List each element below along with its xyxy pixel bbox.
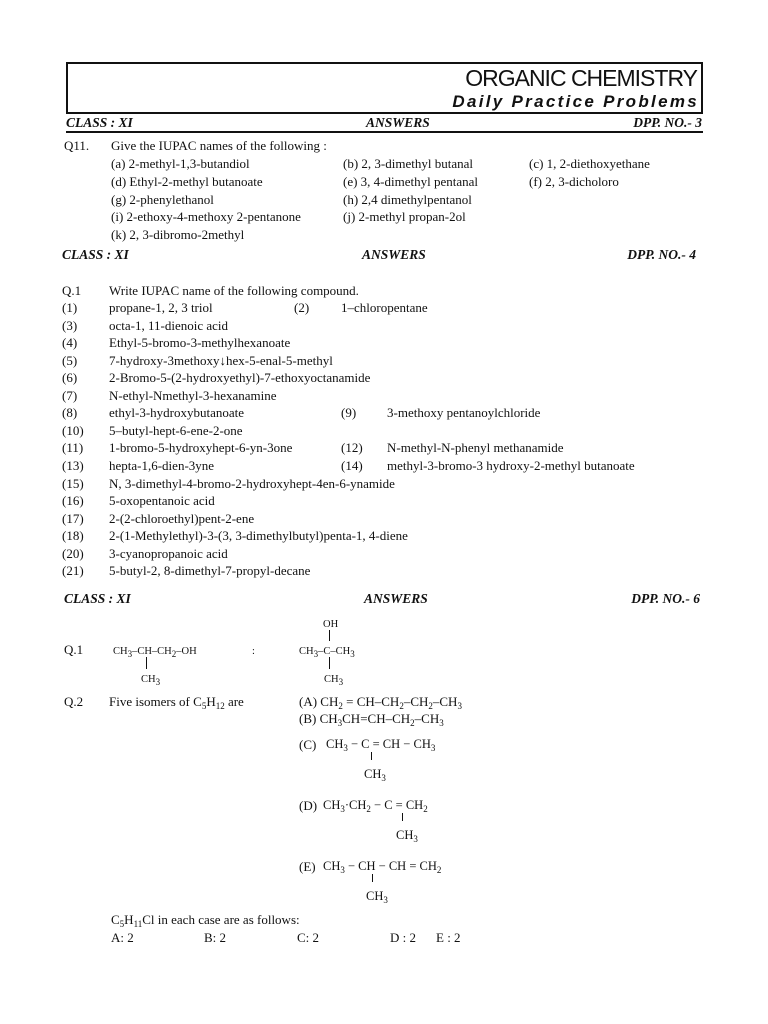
count-a: A: 2: [111, 930, 134, 945]
question-number: Q.2: [64, 694, 84, 709]
answer-item: 1-bromo-5-hydroxyhept-6-yn-3one: [109, 440, 293, 455]
answers-label: ANSWERS: [362, 247, 426, 262]
answer-item: 1–chloropentane: [341, 300, 428, 315]
isomer-c-sub: $CH_3$: [364, 767, 386, 783]
page-subtitle: Daily Practice Problems: [452, 92, 699, 111]
page-title: ORGANIC CHEMISTRY: [465, 65, 697, 91]
answer-item: (f) 2, 3-dicholoro: [529, 174, 619, 189]
answer-item: ethyl-3-hydroxybutanoate: [109, 405, 245, 420]
section-header-dpp4: [62, 246, 702, 264]
item-number: (6): [62, 370, 78, 385]
item-number: (3): [62, 318, 78, 333]
isomer-c-formula: $CH_3 - C$ = CH − $CH_3$: [326, 737, 436, 753]
isomer-e: (E): [299, 859, 316, 874]
dpp-label: DPP. NO.- 3: [633, 115, 702, 130]
answer-item: N-methyl-N-phenyl methanamide: [387, 440, 564, 455]
colon: :: [252, 646, 255, 657]
isomer-c: (C): [299, 737, 317, 752]
item-number: (17): [62, 511, 84, 526]
question-number: Q.1: [64, 642, 84, 657]
isomer-b: (B) $CH_3CH=CH-CH_2-CH_3$: [299, 711, 444, 728]
item-number: (4): [62, 335, 78, 350]
section-rule: [66, 131, 703, 133]
item-number: (9): [341, 405, 357, 420]
formula-right-main: $CH_3-C-CH_3$: [299, 646, 355, 659]
header-box: [66, 62, 703, 114]
answer-item: N, 3-dimethyl-4-bromo-2-hydroxyhept-4en-6-ynamide: [109, 476, 395, 491]
answer-item: 2-(1-Methylethyl)-3-(3, 3-dimethylbutyl)penta-1, 4-diene: [109, 528, 408, 543]
bond-line: [329, 630, 330, 641]
class-label: CLASS : XI: [62, 247, 129, 262]
bond-line: [329, 657, 330, 669]
isomer-e-formula: $CH_3$ − CH − CH = $CH_2$: [323, 859, 442, 875]
isomer-d-formula: $CH_3\cdot CH_2 - C = CH_2$: [323, 798, 428, 814]
answer-item: (a) 2-methyl-1,3-butandiol: [111, 156, 250, 171]
item-number: (13): [62, 458, 84, 473]
item-number: (11): [62, 440, 84, 455]
answer-item: 5–butyl-hept-6-ene-2-one: [109, 423, 243, 438]
answer-item: 7-hydroxy-3methoxy↓hex-5-enal-5-methyl: [109, 353, 333, 368]
item-number: (2): [294, 300, 310, 315]
class-label: CLASS : XI: [66, 115, 133, 130]
item-number: (18): [62, 528, 84, 543]
item-number: (5): [62, 353, 78, 368]
answer-item: 5-butyl-2, 8-dimethyl-7-propyl-decane: [109, 563, 311, 578]
bond-line: [146, 657, 147, 669]
item-number: (15): [62, 476, 84, 491]
answer-item: 2-Bromo-5-(2-hydroxyethyl)-7-ethoxyoctanamide: [109, 370, 371, 385]
answer-item: (h) 2,4 dimethylpentanol: [343, 192, 472, 207]
item-number: (14): [341, 458, 363, 473]
question-text: Give the IUPAC names of the following :: [111, 138, 327, 153]
count-e: E : 2: [436, 930, 461, 945]
question-text: Write IUPAC name of the following compound.: [109, 283, 359, 298]
section-header-dpp3: [62, 114, 702, 132]
item-number: (1): [62, 300, 78, 315]
answer-item: 5-oxopentanoic acid: [109, 493, 215, 508]
answer-item: propane-1, 2, 3 triol: [109, 300, 213, 315]
answer-item: (g) 2-phenylethanol: [111, 192, 214, 207]
isomer-d: (D): [299, 798, 318, 813]
dpp-label: DPP. NO.- 4: [627, 247, 696, 262]
answer-item: (k) 2, 3-dibromo-2methyl: [111, 227, 245, 242]
dpp-label: DPP. NO.- 6: [631, 591, 700, 606]
bond-line: [402, 813, 403, 821]
bond-line: [371, 752, 372, 760]
answer-item: N-ethyl-Nmethyl-3-hexanamine: [109, 388, 277, 403]
isomer-e-sub: $CH_3$: [366, 889, 388, 905]
answer-item: (e) 3, 4-dimethyl pentanal: [343, 174, 479, 189]
isomer-d-sub: $CH_3$: [396, 828, 418, 844]
item-number: (10): [62, 423, 84, 438]
count-b: B: 2: [204, 930, 227, 945]
isomer-a: (A) $CH_2 = CH-CH_2-CH_2-CH_3$: [299, 694, 462, 711]
formula-left-sub: $CH_3$: [141, 674, 161, 687]
item-number: (12): [341, 440, 363, 455]
question-number: Q.1: [62, 283, 82, 298]
answers-label: ANSWERS: [364, 591, 428, 606]
answer-item: (i) 2-ethoxy-4-methoxy 2-pentanone: [111, 209, 301, 224]
summary-text: $C_5H_{11}Cl$ in each case are as follows:: [111, 912, 300, 929]
answer-item: octa-1, 11-dienoic acid: [109, 318, 228, 333]
item-number: (16): [62, 493, 84, 508]
item-number: (20): [62, 546, 84, 561]
answers-label: ANSWERS: [366, 115, 430, 130]
question-number: Q11.: [64, 138, 90, 153]
formula-right-top: OH: [323, 619, 339, 630]
formula-right-sub: $CH_3$: [324, 674, 344, 687]
answer-item: (b) 2, 3-dimethyl butanal: [343, 156, 473, 171]
answer-item: hepta-1,6-dien-3yne: [109, 458, 215, 473]
answer-item: 3-methoxy pentanoylchloride: [387, 405, 541, 420]
bond-line: [372, 874, 373, 882]
item-number: (8): [62, 405, 78, 420]
count-d: D : 2: [390, 930, 416, 945]
answer-item: Ethyl-5-bromo-3-methylhexanoate: [109, 335, 291, 350]
item-number: (7): [62, 388, 78, 403]
answer-item: (c) 1, 2-diethoxyethane: [529, 156, 650, 171]
class-label: CLASS : XI: [64, 591, 131, 606]
answer-item: methyl-3-bromo-3 hydroxy-2-methyl butanoate: [387, 458, 635, 473]
item-number: (21): [62, 563, 84, 578]
formula-left-main: $CH_3-CH-CH_2-OH$: [113, 646, 197, 659]
answer-item: (j) 2-methyl propan-2ol: [343, 209, 466, 224]
answer-item: 2-(2-chloroethyl)pent-2-ene: [109, 511, 255, 526]
count-c: C: 2: [297, 930, 320, 945]
question-text: Five isomers of $C_5H_{12}$ are: [109, 694, 244, 711]
answer-item: (d) Ethyl-2-methyl butanoate: [111, 174, 263, 189]
section-header-dpp6: [62, 590, 702, 608]
answer-item: 3-cyanopropanoic acid: [109, 546, 228, 561]
